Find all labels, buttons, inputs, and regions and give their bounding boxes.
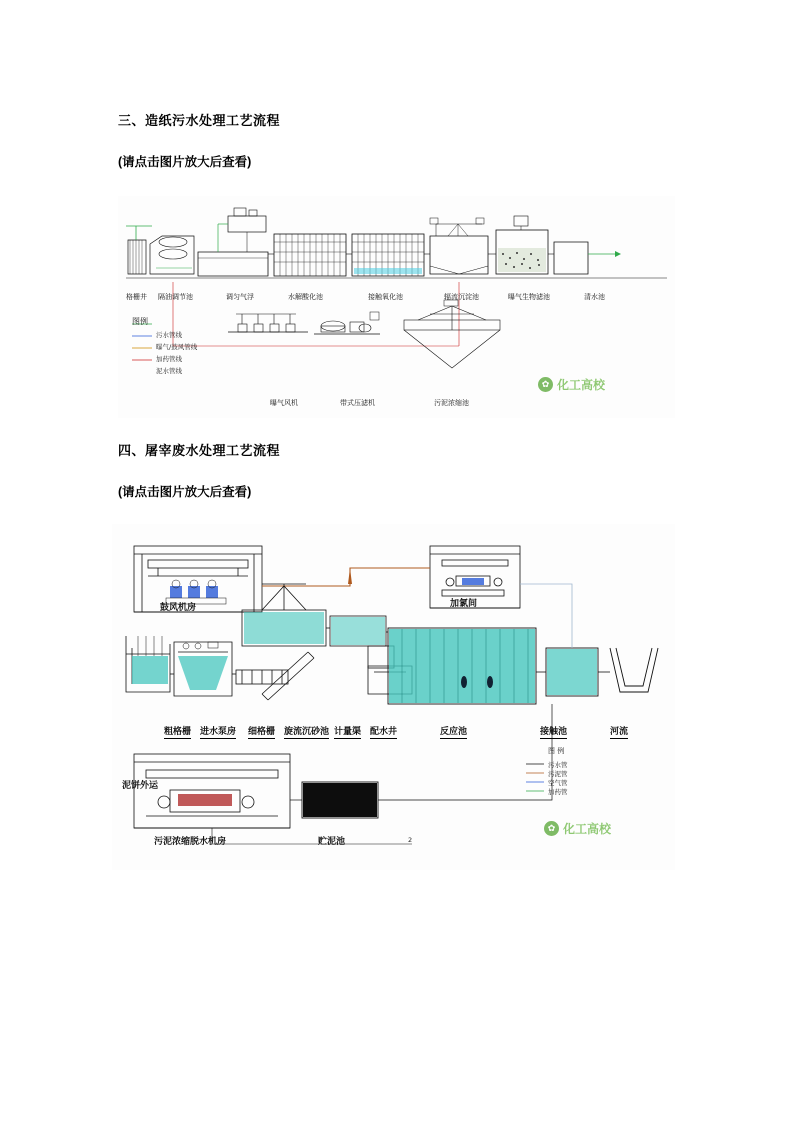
fig4-unit-1: 进水泵房 — [200, 724, 236, 739]
watermark-logo-icon: ✿ — [538, 377, 553, 392]
section-heading-4: 四、屠宰废水处理工艺流程 — [118, 443, 281, 458]
slaughterhouse-wastewater-flow-diagram[interactable] — [112, 524, 675, 870]
fig4-room-2: 泥饼外运 — [122, 781, 159, 791]
fig4-legend-2: 空气管 — [548, 779, 568, 787]
fig3-label-0: 格栅井 — [126, 293, 147, 301]
fig4-unit-6: 反应池 — [440, 724, 467, 739]
watermark-text: 化工高校 — [563, 822, 612, 836]
fig3-legend-0: 污水管线 — [156, 331, 182, 339]
fig3-legend-2: 加药管线 — [156, 355, 182, 363]
figure-4-graphic — [112, 524, 675, 870]
fig3-legend-1: 曝气/鼓风管线 — [156, 343, 198, 351]
fig3-label-5: 辐流沉淀池 — [444, 293, 479, 301]
fig4-legend-0: 污水管 — [548, 761, 568, 769]
fig4-unit-0: 粗格栅 — [164, 724, 191, 739]
section-note-3: (请点击图片放大后查看) — [118, 155, 252, 169]
fig4-unit-8: 河流 — [610, 724, 628, 739]
fig4-bottom-1: 贮泥池 — [318, 837, 346, 847]
fig3-bottom-2: 污泥浓缩池 — [434, 399, 469, 407]
section-note-4: (请点击图片放大后查看) — [118, 485, 252, 499]
fig4-legend-1: 污泥管 — [548, 770, 568, 778]
fig3-label-3: 水解酸化池 — [288, 293, 323, 301]
fig4-unit-7: 接触池 — [540, 724, 567, 739]
papermaking-wastewater-flow-diagram[interactable] — [118, 196, 675, 418]
fig3-legend-title: 图例 — [132, 317, 148, 326]
figure-3-graphic — [118, 196, 675, 418]
fig4-room-1: 加氯间 — [450, 599, 478, 609]
fig4-unit-3: 旋流沉砂池 — [284, 724, 329, 739]
fig3-label-7: 清水池 — [584, 293, 605, 301]
fig3-bottom-0: 曝气风机 — [270, 399, 298, 407]
fig4-unit-2: 细格栅 — [248, 724, 275, 739]
watermark-logo-icon: ✿ — [544, 821, 559, 836]
fig3-legend-3: 泥水管线 — [156, 367, 182, 375]
fig3-label-2: 调匀气浮 — [226, 293, 254, 301]
fig3-label-6: 曝气生物滤池 — [508, 293, 550, 301]
watermark-text: 化工高校 — [557, 378, 606, 392]
fig4-marker-1: 2 — [408, 836, 413, 844]
fig3-label-4: 接触氧化池 — [368, 293, 403, 301]
fig4-unit-4: 计量渠 — [334, 724, 361, 739]
fig4-legend-title: 图 例 — [548, 747, 565, 755]
fig4-room-0: 鼓风机房 — [160, 603, 197, 613]
fig3-bottom-1: 带式压滤机 — [340, 399, 375, 407]
fig4-unit-5: 配水井 — [370, 724, 397, 739]
section-heading-3: 三、造纸污水处理工艺流程 — [118, 113, 281, 128]
fig4-bottom-0: 污泥浓缩脱水机房 — [154, 837, 227, 847]
fig3-label-1: 隔油调节池 — [158, 293, 193, 301]
fig4-legend-3: 加药管 — [548, 788, 568, 796]
